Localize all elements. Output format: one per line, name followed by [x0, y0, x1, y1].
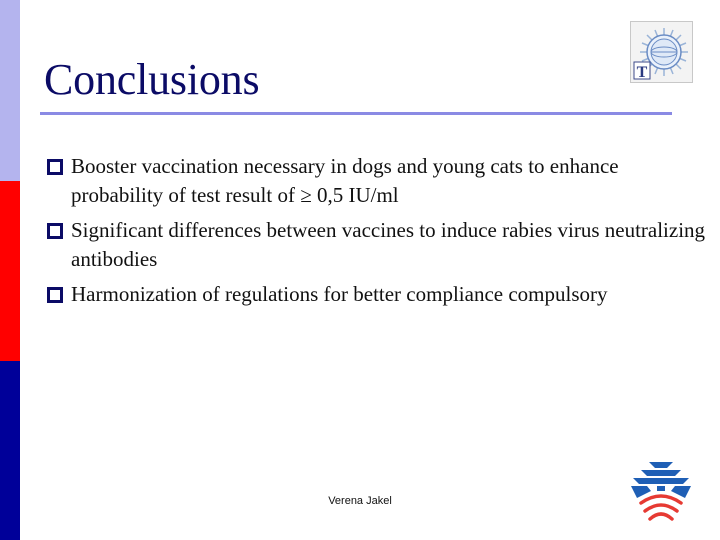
bullet-text: Booster vaccination necessary in dogs and young cats to enhance probability of test result of ≥ 0,5 IU/ml [71, 154, 619, 207]
checkbox-bullet-icon [47, 159, 63, 175]
seal-logo-icon [630, 21, 693, 83]
side-stripe-lavender [0, 0, 20, 181]
seal-logo-letter: T [636, 64, 648, 81]
bullet-text: Harmonization of regulations for better compliance compulsory [71, 282, 608, 306]
checkbox-bullet-icon [47, 287, 63, 303]
institute-logo-icon [629, 459, 693, 523]
side-stripe-navy [0, 361, 20, 540]
bullet-item [47, 216, 707, 274]
title-underline [40, 112, 672, 115]
bullet-item [47, 280, 707, 309]
slide-title: Conclusions [44, 55, 260, 104]
bullet-item [47, 152, 707, 210]
bullet-list [47, 152, 707, 315]
side-stripe-red [0, 181, 20, 361]
checkbox-bullet-icon [47, 223, 63, 239]
bullet-text: Significant differences between vaccines to induce rabies virus neutralizing antibodies [71, 218, 706, 271]
footer-author: Verena Jakel [328, 495, 392, 507]
